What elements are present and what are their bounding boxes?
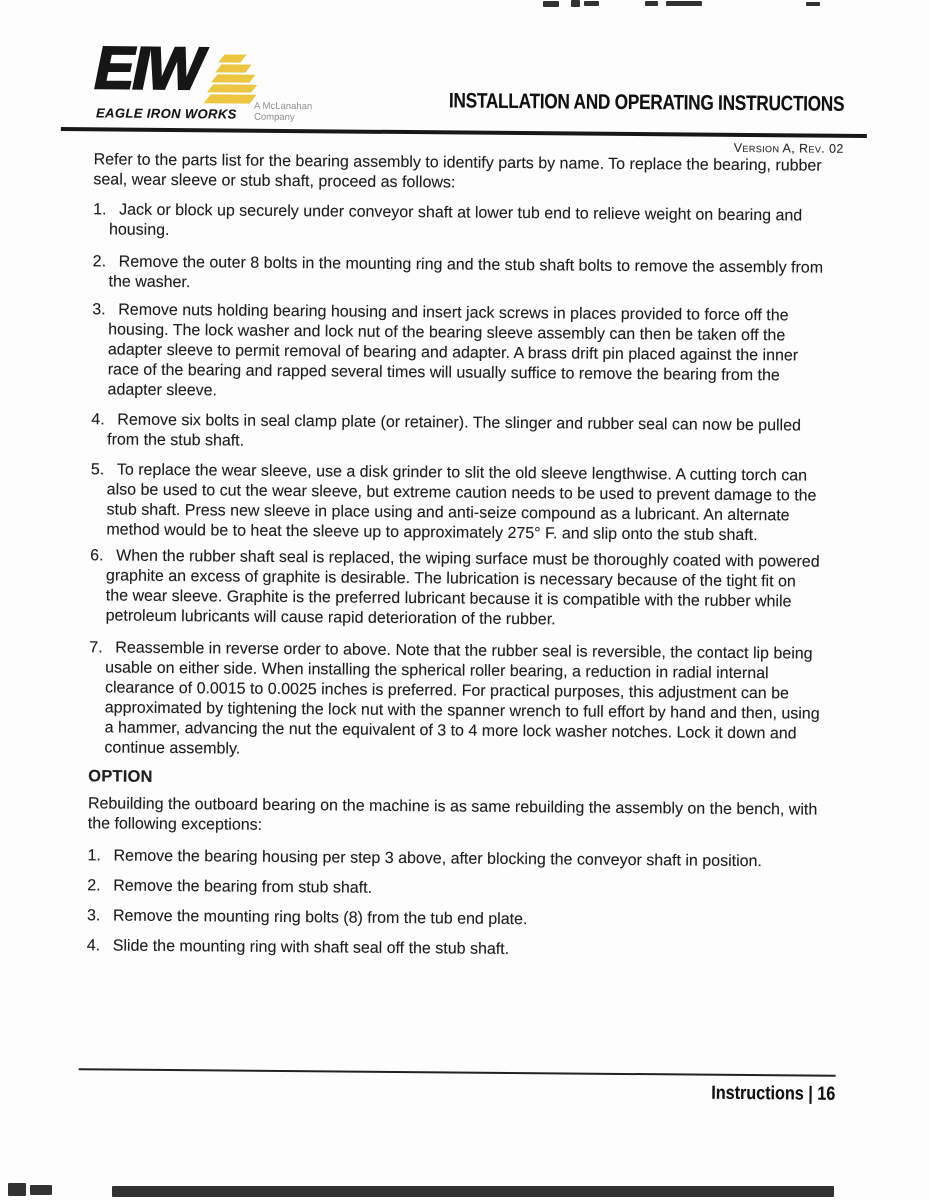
step-text: Jack or block up securely under conveyor shaft at lower tub end to relieve weight on bearing and housing. bbox=[108, 201, 803, 239]
step-number: 3. bbox=[86, 907, 101, 925]
eiw-logo-tagline: EAGLE IRON WORKS bbox=[95, 105, 237, 122]
step-text: Remove the mounting ring bolts (8) from the tub end plate. bbox=[112, 907, 528, 929]
step-text: Reassemble in reverse order to above. Note that the rubber seal is reversible, the contact lip being usable on either side. When installing the spherical roller bearing, a reduction in radial internal clearance of 0.0015 to 0.0025 inches is preferred. For practical purposes, this adjustment can be approximated by tightening the lock nut with the spanner wrench to full effort by hand and then, using a hammer, advancing the nut the equivalent of 3 to 4 more lock washer notches. Lock it down and continue assembly. bbox=[104, 639, 820, 758]
scan-artifact bbox=[543, 1, 559, 7]
step-item bbox=[88, 638, 821, 764]
scan-artifact bbox=[8, 1183, 26, 1196]
instructions-body bbox=[87, 150, 826, 962]
step-item bbox=[90, 460, 823, 546]
step-number: 4. bbox=[86, 937, 101, 955]
option-step-item bbox=[87, 906, 819, 932]
document-version: Version A, Rev. 02 bbox=[733, 140, 844, 156]
step-number: 3. bbox=[92, 301, 106, 319]
step-number: 1. bbox=[93, 201, 107, 219]
step-item bbox=[92, 252, 824, 298]
step-number: 2. bbox=[87, 877, 101, 895]
step-number: 1. bbox=[87, 847, 101, 865]
mclanahan-line2: Company bbox=[253, 111, 295, 123]
wing-stripe bbox=[204, 94, 257, 103]
step-text: Remove the bearing housing per step 3 above, after blocking the conveyor shaft in position. bbox=[113, 847, 762, 871]
step-number: 7. bbox=[89, 639, 103, 657]
footer-divider bbox=[79, 1068, 836, 1077]
document-title: INSTALLATION AND OPERATING INSTRUCTIONS bbox=[448, 89, 845, 116]
wing-stripe bbox=[211, 74, 255, 82]
step-text: To replace the wear sleeve, use a disk grinder to slit the old sleeve lengthwise. A cutting torch can also be used to cut the wear sleeve, but extreme caution needs to be used to prevent damage to the stub shaft. Press new sleeve in place using and anti-seize compound as a lubricant. An alternate method would be to heat the sleeve up to approximately 275° F. and slip onto the stub shaft. bbox=[106, 461, 817, 545]
scan-artifact bbox=[584, 1, 599, 6]
step-item bbox=[90, 546, 823, 632]
eiw-wing-icon bbox=[207, 54, 277, 106]
scan-artifact bbox=[645, 1, 658, 6]
step-text: When the rubber shaft seal is replaced, the wiping surface must be thoroughly coated with powered graphite an excess of graphite is desirable. The lubrication is necessary because of the tight fit on the wear sleeve. Graphite is the preferred lubricant because it is compatible with the rubber while petroleum lubricants will cause rapid deterioration of the rubber. bbox=[105, 547, 820, 629]
option-step-item bbox=[87, 846, 819, 872]
step-text: Remove the bearing from stub shaft. bbox=[113, 877, 373, 897]
option-step-item bbox=[87, 876, 819, 902]
scan-artifact bbox=[571, 0, 580, 7]
scan-artifact bbox=[806, 2, 820, 6]
step-text: Remove six bolts in seal clamp plate (or retainer). The slinger and rubber seal can now be pulled from the stub shaft. bbox=[107, 411, 802, 450]
wing-stripe bbox=[218, 54, 246, 62]
wing-stripe bbox=[215, 64, 251, 72]
scan-artifact bbox=[666, 1, 702, 6]
option-step-item bbox=[87, 936, 819, 962]
wing-stripe bbox=[207, 84, 257, 92]
mclanahan-line1: A McLanahan bbox=[254, 100, 313, 113]
step-number: 6. bbox=[90, 547, 104, 565]
intro-paragraph: Refer to the parts list for the bearing assembly to identify parts by name. To replace the bearing, rubber seal, wear sleeve or stub shaft, proceed as follows: bbox=[93, 151, 822, 192]
eiw-logo bbox=[94, 34, 325, 130]
option-intro-paragraph: Rebuilding the outboard bearing on the machine is as same rebuilding the assembly on the bench, with the following exceptions: bbox=[87, 795, 818, 834]
step-text: Slide the mounting ring with shaft seal off the stub shaft. bbox=[112, 937, 510, 958]
header-divider bbox=[61, 127, 867, 138]
step-item bbox=[91, 410, 823, 456]
step-number: 4. bbox=[91, 411, 105, 429]
step-number: 5. bbox=[90, 461, 105, 479]
step-item bbox=[93, 200, 825, 246]
scan-artifact bbox=[30, 1185, 52, 1195]
option-heading: OPTION bbox=[88, 767, 153, 786]
step-number: 2. bbox=[92, 253, 107, 271]
eiw-logo-wordmark: EIW bbox=[94, 34, 203, 103]
step-text: Remove nuts holding bearing housing and insert jack screws in places provided to force off the housing. The lock washer and lock nut of the bearing sleeve assembly can then be taken off the adapter sleeve to permit removal of bearing and adapter. A brass drift pin placed against the inner race of the bearing and rapped several times will usually suffice to remove the bearing from the adapter sleeve. bbox=[107, 301, 799, 400]
scan-artifact bbox=[112, 1186, 834, 1197]
page-number-label: Instructions | 16 bbox=[711, 1082, 836, 1105]
mclanahan-company-label bbox=[254, 102, 312, 124]
step-text: Remove the outer 8 bolts in the mounting ring and the stub shaft bolts to remove the assembly from the washer. bbox=[108, 253, 824, 292]
step-item bbox=[92, 300, 825, 406]
